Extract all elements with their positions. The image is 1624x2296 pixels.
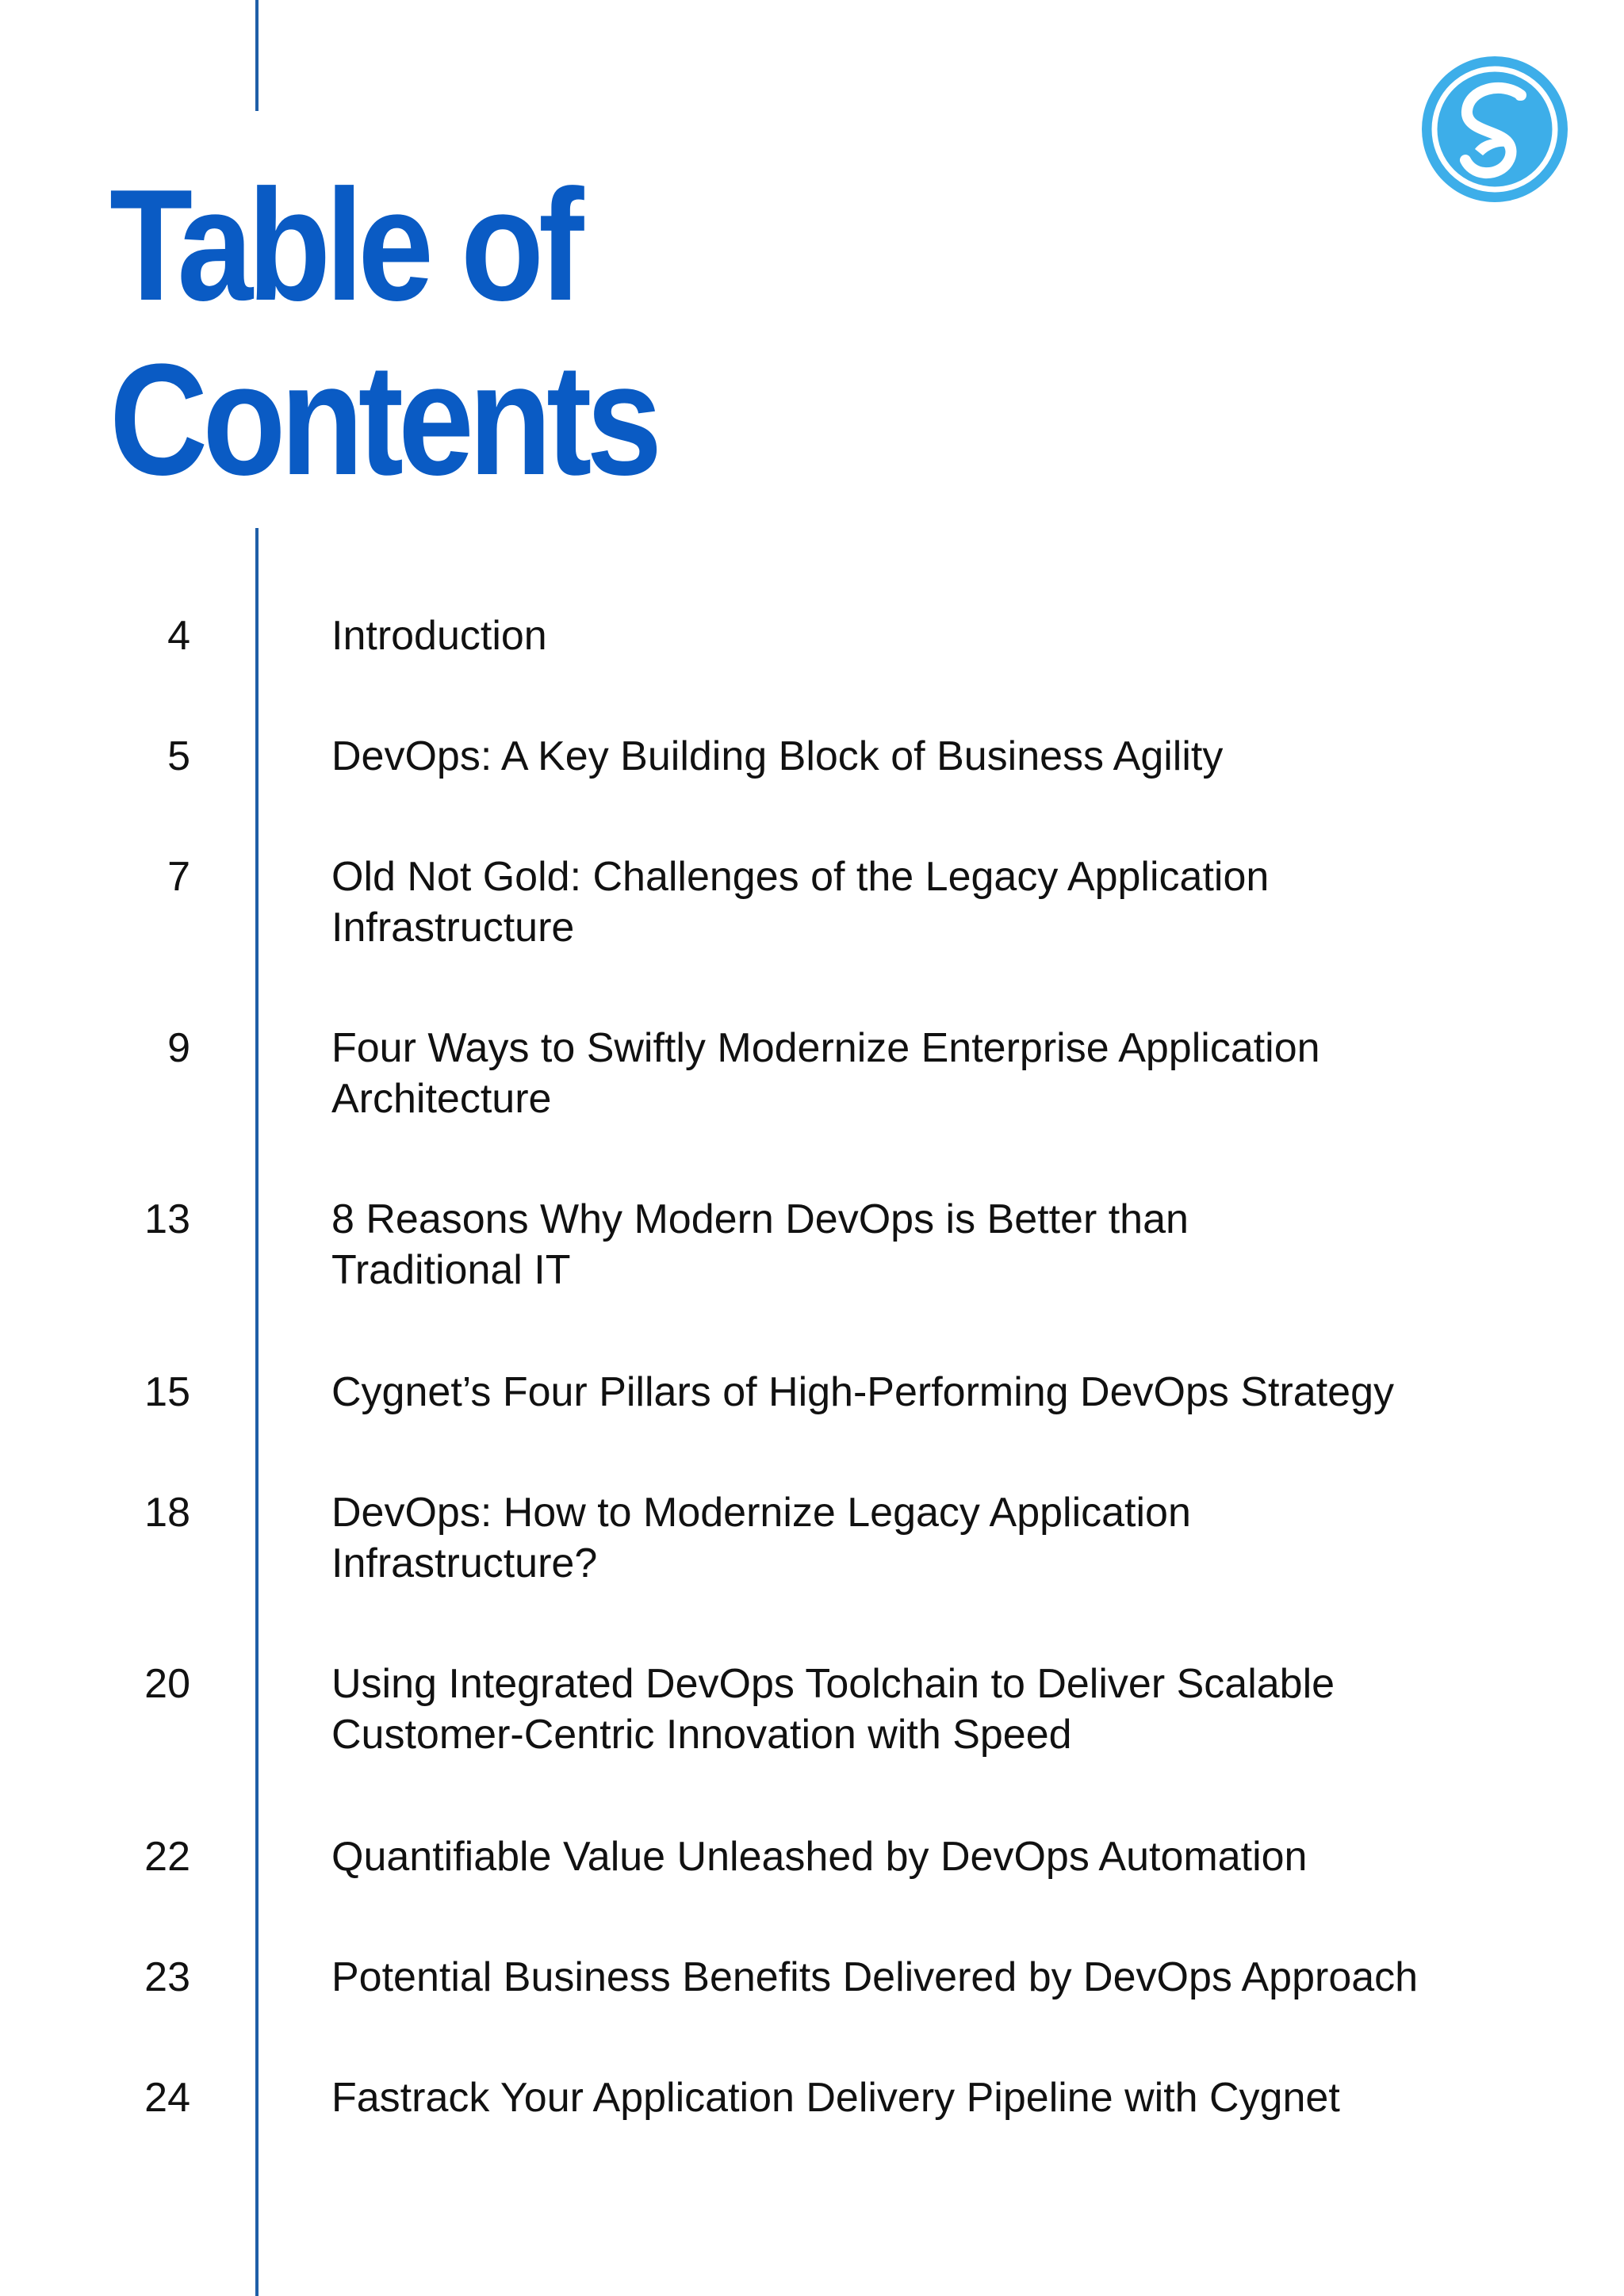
page-title [109,159,657,507]
brand-logo [1419,54,1570,205]
toc-page-number: 13 [144,1196,190,1242]
toc-entry-title [331,610,1553,661]
main-vertical-rule [255,528,259,2296]
top-vertical-rule [255,0,259,111]
toc-entry-line: Infrastructure [331,905,575,951]
toc-entry-title [331,1367,1553,1418]
toc-entry-line: Introduction [331,613,547,659]
toc-entry-line: Using Integrated DevOps Toolchain to Deliver Scalable [331,1661,1335,1707]
toc-page-number: 22 [144,1834,190,1880]
toc-entry-title [331,1659,1553,1760]
toc-entry-line: DevOps: A Key Building Block of Business Agility [331,733,1224,779]
toc-page-number: 15 [144,1369,190,1415]
swan-logo-icon [1419,54,1570,205]
toc-entry-title [331,851,1553,953]
toc-page-number: 4 [167,613,190,659]
toc-entry-line: Fastrack Your Application Delivery Pipeline with Cygnet [331,2075,1340,2121]
toc-entry-title [331,731,1553,782]
toc-entry-title [331,1487,1553,1589]
toc-entry-title [331,1194,1553,1295]
toc-entry-title [331,2072,1553,2123]
title-line-2: Contents [109,331,657,508]
toc-page-number: 23 [144,1954,190,2000]
toc-entry-title [331,1831,1553,1882]
toc-entry-line: Old Not Gold: Challenges of the Legacy Application [331,854,1270,900]
toc-page-number: 20 [144,1661,190,1707]
toc-entry-title [331,1952,1553,2003]
toc-entry-line: Infrastructure? [331,1540,598,1586]
toc-page-number: 5 [167,733,190,779]
toc-entry-line: Potential Business Benefits Delivered by DevOps Approach [331,1954,1419,2000]
toc-entry-line: DevOps: How to Modernize Legacy Application [331,1490,1191,1536]
toc-entry-line: 8 Reasons Why Modern DevOps is Better than [331,1196,1189,1242]
toc-entry-line: Customer-Centric Innovation with Speed [331,1712,1072,1758]
toc-entry-line: Cygnet’s Four Pillars of High-Performing DevOps Strategy [331,1369,1394,1415]
toc-entry-line: Four Ways to Swiftly Modernize Enterprise Application [331,1025,1320,1071]
title-line-1: Table of [109,157,579,334]
toc-page-number: 7 [167,854,190,900]
toc-entry-line: Traditional IT [331,1247,571,1293]
toc-entry-title [331,1023,1553,1124]
toc-page-number: 18 [144,1490,190,1536]
toc-page-number: 24 [144,2075,190,2121]
toc-entry-line: Architecture [331,1076,552,1122]
toc-page-number: 9 [167,1025,190,1071]
toc-entry-line: Quantifiable Value Unleashed by DevOps Automation [331,1834,1308,1880]
